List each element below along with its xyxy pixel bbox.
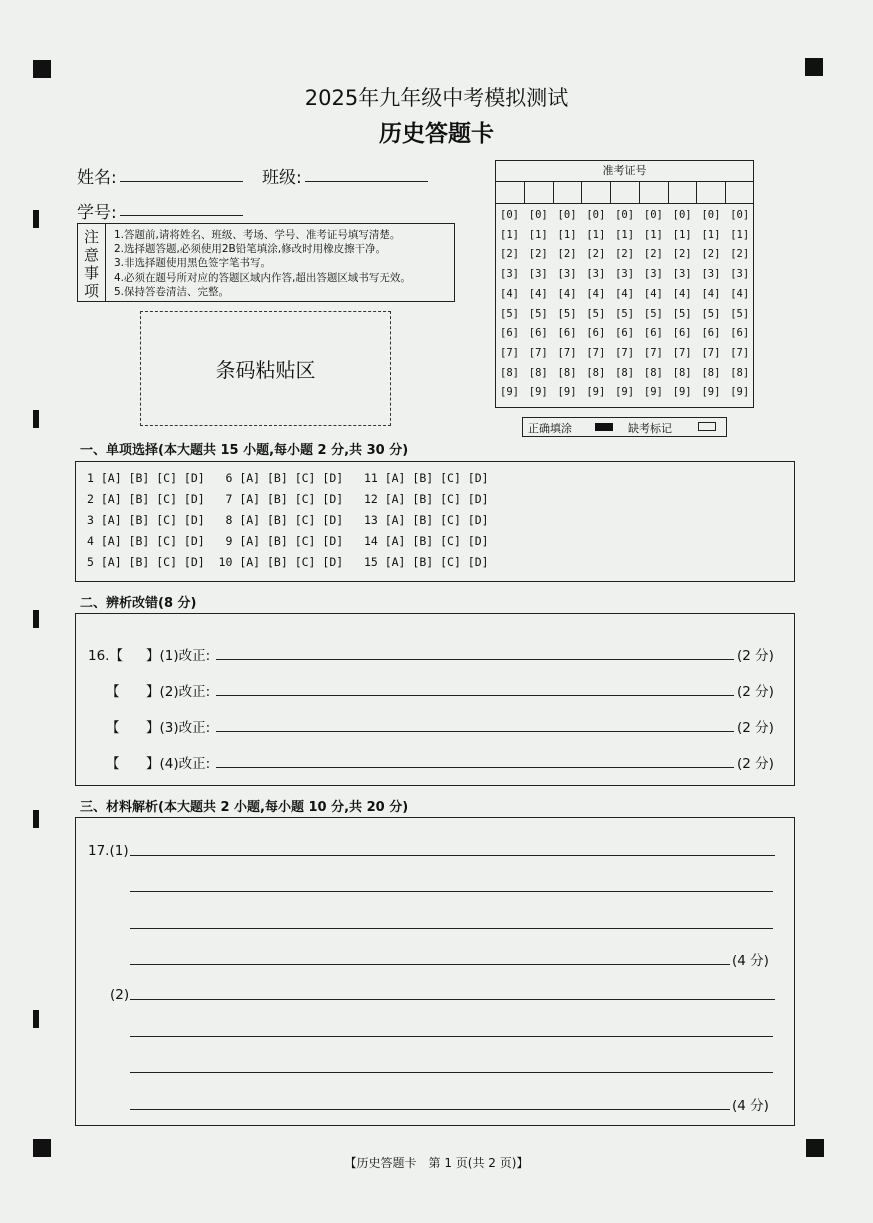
exam-digit-bubble[interactable]: [7] [672,346,692,359]
exam-digit-bubble[interactable]: [2] [500,248,519,261]
q16-2-label: 】(2)改正: [146,684,211,700]
q16-3-answer-line[interactable] [216,731,734,732]
exam-digit-bubble[interactable]: [0] [643,209,663,221]
exam-digit-bubble[interactable]: [8] [586,366,606,379]
q16-2-score: (2 分) [737,684,774,700]
fill-legend [522,417,727,437]
exam-digit-bubble[interactable]: [3] [730,268,750,281]
section1-title: 一、单项选择(本大题共 15 小题,每小题 2 分,共 30 分) [80,443,409,458]
card-title: 历史答题卡 [379,121,494,147]
absent-label: 缺考标记 [628,422,672,435]
exam-digit-bubble[interactable]: [3] [528,268,548,281]
exam-digit-bubble[interactable]: [1] [557,228,577,241]
exam-digit-bubble[interactable]: [6] [615,327,635,340]
q17-1-score: (4 分) [732,953,769,969]
exam-digit-bubble[interactable]: [7] [557,346,577,359]
exam-digit-bubble[interactable]: [8] [701,366,721,379]
exam-digit-bubble[interactable]: [6] [730,327,750,340]
q16-1-answer-line[interactable] [216,659,734,660]
exam-digit-bubble[interactable]: [2] [557,248,577,261]
exam-digit-bubble[interactable]: [1] [528,228,548,241]
notice-item: 1.答题前,请将姓名、班级、考场、学号、准考证号填写清楚。 [114,229,401,241]
exam-digit-bubble[interactable]: [9] [557,386,577,399]
exam-digit-bubble[interactable]: [1] [701,228,721,241]
student-id-field[interactable] [120,215,243,216]
exam-digit-bubble[interactable]: [5] [701,307,721,320]
absent-mark-box[interactable] [698,422,716,431]
filled-label: 正确填涂 [528,422,572,435]
exam-column-divider [553,181,554,203]
q16-1-score: (2 分) [737,648,774,664]
timing-mark [33,210,39,228]
exam-column-divider [696,181,697,203]
exam-digit-bubble[interactable]: [4] [528,287,548,300]
exam-digit-bubble[interactable]: [4] [500,287,519,300]
registration-mark [805,58,823,76]
exam-digit-bubble[interactable]: [5] [643,307,663,320]
notice-heading-char: 意 [83,246,99,264]
notice-heading-char: 事 [83,264,99,282]
q16-4-answer-line[interactable] [216,767,734,768]
q16-prefix: 16.【 [88,648,123,664]
exam-digit-bubble[interactable]: [8] [730,366,750,379]
exam-digit-bubble[interactable]: [8] [615,366,635,379]
class-label: 班级: [262,168,302,188]
exam-digit-bubble[interactable]: [5] [500,307,519,320]
exam-digit-bubble[interactable]: [2] [701,248,721,261]
exam-digit-bubble[interactable]: [7] [643,346,663,359]
barcode-label: 条码粘贴区 [215,358,316,382]
q17-1-label: 17.(1) [88,843,129,859]
exam-digit-bubble[interactable]: [4] [557,287,577,300]
exam-digit-bubble[interactable]: [7] [528,346,548,359]
q17-2-answer-line[interactable] [130,1109,730,1110]
mc-row[interactable]: 2 [A] [B] [C] [D] 7 [A] [B] [C] [D] 12 [A] [B] [C] [D] [87,492,489,506]
notice-heading [78,224,106,301]
exam-column-divider [524,181,525,203]
exam-digit-bubble[interactable]: [7] [615,346,635,359]
student-id-label: 学号: [77,203,117,223]
notice-item: 5.保持答卷清洁、完整。 [114,285,230,298]
exam-digit-bubble[interactable]: [7] [730,346,750,359]
exam-number-write-cells[interactable] [496,181,753,204]
exam-digit-bubble[interactable]: [3] [615,268,635,281]
exam-digit-bubble[interactable]: [9] [528,386,548,399]
exam-number-grid [495,160,754,408]
exam-digit-bubble[interactable]: [8] [643,366,663,379]
q16-4-score: (2 分) [737,756,774,772]
q17-1-answer-line[interactable] [130,855,775,856]
exam-digit-bubble[interactable]: [7] [500,346,519,359]
exam-digit-bubble[interactable]: [0] [615,209,635,221]
exam-digit-bubble[interactable]: [2] [528,248,548,261]
notice-heading-char: 注 [83,228,99,246]
notice-item: 2.选择题答题,必须使用2B铅笔填涂,修改时用橡皮擦干净。 [114,243,387,256]
name-label: 姓名: [77,168,117,188]
exam-digit-bubble[interactable]: [3] [500,268,519,281]
notice-item: 4.必须在题号所对应的答题区域内作答,超出答题区域书写无效。 [114,271,411,284]
notice-heading-char: 项 [83,282,99,300]
filled-sample [595,423,613,431]
timing-mark [33,610,39,628]
q17-2-label: (2) [110,987,130,1003]
q17-2-answer-line[interactable] [130,1036,773,1037]
exam-digit-bubble[interactable]: [5] [557,307,577,320]
q17-1-answer-line[interactable] [130,891,773,892]
exam-digit-bubble[interactable]: [5] [730,307,750,320]
exam-digit-bubble[interactable]: [4] [701,287,721,300]
q16-1-label: 】(1)改正: [146,648,211,664]
exam-digit-bubble[interactable]: [6] [557,327,577,340]
exam-digit-bubble[interactable]: [3] [586,268,606,281]
section3-title: 三、材料解析(本大题共 2 小题,每小题 10 分,共 20 分) [80,800,409,815]
q17-2-score: (4 分) [732,1098,769,1114]
exam-digit-bubble[interactable]: [6] [500,327,519,340]
exam-digit-bubble[interactable]: [4] [672,287,692,300]
exam-digit-bubble[interactable]: [3] [672,268,692,281]
exam-digit-bubble[interactable]: [9] [701,386,721,399]
exam-digit-bubble[interactable]: [8] [672,366,692,379]
notice-items [114,228,411,299]
timing-mark [33,410,39,428]
q16-3-prefix: 【 [106,720,120,736]
exam-digit-bubble[interactable]: [9] [643,386,663,399]
exam-digit-bubble[interactable]: [4] [615,287,635,300]
q17-2-answer-line[interactable] [130,1072,773,1073]
mc-row[interactable]: 3 [A] [B] [C] [D] 8 [A] [B] [C] [D] 13 [A] [B] [C] [D] [87,513,489,527]
class-field[interactable] [305,181,428,182]
mc-row[interactable]: 4 [A] [B] [C] [D] 9 [A] [B] [C] [D] 14 [A] [B] [C] [D] [87,534,489,548]
mc-row[interactable]: 1 [A] [B] [C] [D] 6 [A] [B] [C] [D] 11 [A] [B] [C] [D] [87,471,489,485]
timing-mark [33,810,39,828]
q17-1-answer-line[interactable] [130,964,730,965]
q16-2-prefix: 【 [106,684,120,700]
mc-answer-box [75,461,795,582]
barcode-area [140,311,391,426]
exam-digit-bubble[interactable]: [3] [643,268,663,281]
exam-digit-bubble[interactable]: [0] [500,209,519,221]
notice-item: 3.非选择题使用黑色签字笔书写。 [114,257,272,270]
exam-digit-bubble[interactable]: [1] [615,228,635,241]
registration-mark [33,60,51,78]
exam-digit-bubble[interactable]: [2] [730,248,750,261]
exam-digit-bubble[interactable]: [7] [586,346,606,359]
exam-digit-bubble[interactable]: [0] [672,209,692,221]
exam-digit-bubble[interactable]: [5] [672,307,692,320]
exam-digit-bubble[interactable]: [1] [586,228,606,241]
exam-digit-bubble[interactable]: [1] [643,228,663,241]
exam-digit-bubble[interactable]: [9] [730,386,750,399]
exam-column-divider [639,181,640,203]
exam-digit-bubble[interactable]: [2] [672,248,692,261]
exam-digit-bubble[interactable]: [1] [500,228,519,241]
exam-digit-bubble[interactable]: [6] [586,327,606,340]
q16-4-label: 】(4)改正: [146,756,211,772]
exam-digit-bubble[interactable]: [1] [672,228,692,241]
exam-digit-bubble[interactable]: [8] [528,366,548,379]
section2-title: 二、辨析改错(8 分) [80,596,197,611]
exam-column-divider [610,181,611,203]
notice-box [77,223,455,302]
exam-digit-bubble[interactable]: [5] [615,307,635,320]
exam-column-divider [581,181,582,203]
exam-digit-bubble[interactable]: [9] [586,386,606,399]
exam-digit-bubble[interactable]: [2] [643,248,663,261]
exam-digit-bubble[interactable]: [1] [730,228,750,241]
exam-digit-bubble[interactable]: [0] [701,209,721,221]
name-field[interactable] [120,181,243,182]
exam-digit-bubble[interactable]: [2] [615,248,635,261]
exam-digit-bubble[interactable]: [8] [500,366,519,379]
q16-3-label: 】(3)改正: [146,720,211,736]
exam-digit-bubble[interactable]: [8] [557,366,577,379]
q17-1-answer-line[interactable] [130,928,773,929]
q16-4-prefix: 【 [106,756,120,772]
exam-digit-bubble[interactable]: [7] [701,346,721,359]
exam-digit-bubble[interactable]: [9] [500,386,519,399]
exam-digit-bubble[interactable]: [5] [586,307,606,320]
exam-digit-bubble[interactable]: [9] [615,386,635,399]
exam-digit-bubble[interactable]: [0] [557,209,577,221]
exam-digit-bubble[interactable]: [6] [528,327,548,340]
mc-row[interactable]: 5 [A] [B] [C] [D] 10 [A] [B] [C] [D] 15 [A] [B] [C] [D] [87,555,489,569]
exam-digit-bubble[interactable]: [0] [730,209,750,221]
exam-column-divider [668,181,669,203]
q17-2-answer-line[interactable] [130,999,775,1000]
exam-digit-bubble[interactable]: [6] [672,327,692,340]
exam-digit-bubble[interactable]: [2] [586,248,606,261]
exam-title: 2025年九年级中考模拟测试 [304,86,569,110]
q16-3-score: (2 分) [737,720,774,736]
exam-number-title: 准考证号 [496,161,753,182]
material-answer-box [75,817,795,1126]
exam-digit-bubble[interactable]: [3] [701,268,721,281]
exam-digit-bubble[interactable]: [9] [672,386,692,399]
exam-digit-bubble[interactable]: [6] [701,327,721,340]
exam-digit-bubble[interactable]: [4] [643,287,663,300]
q16-2-answer-line[interactable] [216,695,734,696]
exam-digit-bubble[interactable]: [3] [557,268,577,281]
exam-digit-bubble[interactable]: [5] [528,307,548,320]
exam-digit-bubble[interactable]: [0] [586,209,606,221]
exam-digit-bubble[interactable]: [6] [643,327,663,340]
exam-digit-bubble[interactable]: [4] [730,287,750,300]
timing-mark [33,1010,39,1028]
exam-digit-bubble[interactable]: [4] [586,287,606,300]
exam-column-divider [725,181,726,203]
page-footer: 【历史答题卡 第 1 页(共 2 页)】 [344,1156,529,1170]
exam-digit-bubble[interactable]: [0] [528,209,548,221]
